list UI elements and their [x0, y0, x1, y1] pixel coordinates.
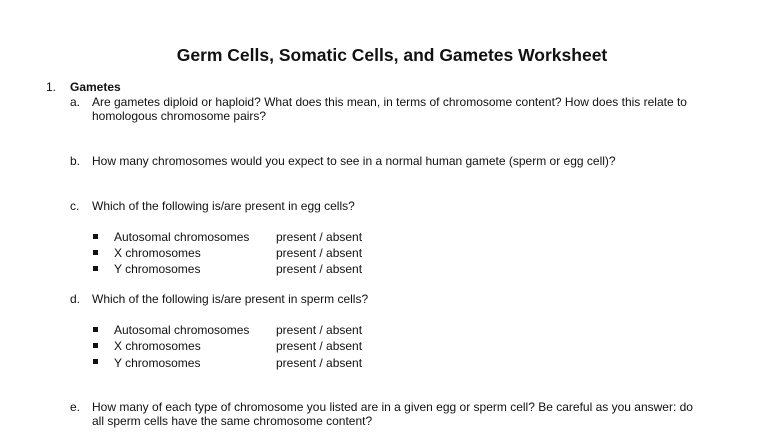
question-d-text: Which of the following is/are present in sperm cells?: [92, 292, 369, 306]
sperm-item-choice: present / absent: [276, 356, 363, 370]
section-number: 1.: [46, 80, 57, 94]
section-heading: Gametes: [70, 80, 121, 94]
bullet-icon: [93, 234, 98, 239]
question-a-text-line2: homologous chromosome pairs?: [92, 109, 267, 123]
page-title: Germ Cells, Somatic Cells, and Gametes Worksheet: [176, 45, 608, 65]
question-e-text-line2: all sperm cells have the same chromosome content?: [92, 414, 373, 428]
egg-item-label: Autosomal chromosomes: [114, 230, 250, 244]
egg-item-choice: present / absent: [276, 230, 363, 244]
bullet-icon: [93, 266, 98, 271]
sperm-item-choice: present / absent: [276, 339, 363, 353]
question-e-marker: e.: [70, 400, 81, 414]
bullet-icon: [93, 343, 98, 348]
sperm-item-label: Y chromosomes: [114, 356, 201, 370]
question-a-marker: a.: [70, 95, 81, 109]
question-e-text-line1: How many of each type of chromosome you listed are in a given egg or sperm cell? Be careful as you answer: do: [92, 400, 693, 414]
bullet-icon: [93, 250, 98, 255]
egg-item-label: Y chromosomes: [114, 262, 201, 276]
question-a-text-line1: Are gametes diploid or haploid? What does this mean, in terms of chromosome content? How does this relate to: [92, 95, 687, 109]
bullet-icon: [93, 359, 98, 364]
sperm-item-label: Autosomal chromosomes: [114, 323, 250, 337]
sperm-item-choice: present / absent: [276, 323, 363, 337]
sperm-item-label: X chromosomes: [114, 339, 201, 353]
question-d-marker: d.: [70, 292, 81, 306]
question-b-marker: b.: [70, 154, 81, 168]
question-b-text: How many chromosomes would you expect to see in a normal human gamete (sperm or egg cell)?: [92, 154, 616, 168]
question-c-text: Which of the following is/are present in egg cells?: [92, 199, 355, 213]
egg-item-choice: present / absent: [276, 246, 363, 260]
egg-item-label: X chromosomes: [114, 246, 201, 260]
question-c-marker: c.: [70, 199, 80, 213]
bullet-icon: [93, 327, 98, 332]
egg-item-choice: present / absent: [276, 262, 363, 276]
